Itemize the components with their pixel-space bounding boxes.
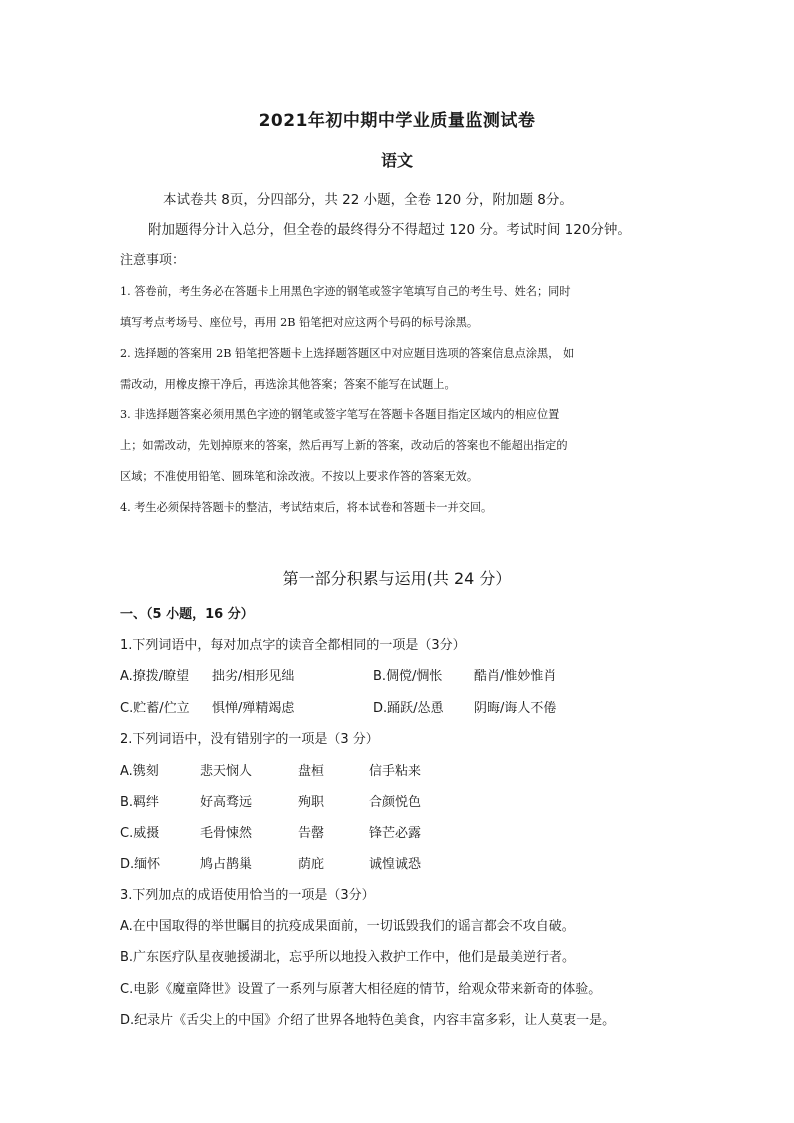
q2-option-a-word: 盘桓 (298, 764, 325, 779)
note-line: 4. 考生必须保持答题卡的整洁，考试结束后，将本试卷和答题卡一并交回。 (120, 501, 493, 514)
note-line: 上；如需改动，先划掉原来的答案，然后再写上新的答案，改动后的答案也不能超出指定的 (120, 439, 568, 452)
q1-option-a: A.撩拨/瞭望 (120, 669, 190, 684)
q1-option-d-word: 阴晦/诲人不倦 (474, 701, 557, 716)
q3-option-b: B.广东医疗队星夜驰援湖北，忘乎所以地投入救护工作中，他们是最美逆行者。 (120, 950, 576, 965)
part-heading: 一、（5 小题，16 分） (120, 607, 254, 622)
q3-option-d: D.纪录片《舌尖上的中国》介绍了世界各地特色美食，内容丰富多彩，让人莫衷一是。 (120, 1013, 616, 1028)
q2-option-b: B.羁绊 (120, 795, 160, 810)
note-line: 需改动，用橡皮擦干净后，再选涂其他答案；答案不能写在试题上。 (120, 378, 456, 391)
question-3-stem: 3.下列加点的成语使用恰当的一项是（3分） (120, 888, 375, 903)
notes-heading: 注意事项： (120, 253, 186, 268)
q2-option-d: D.缅怀 (120, 857, 161, 872)
q1-option-c: C.贮蓄/伫立 (120, 701, 190, 716)
note-line: 3. 非选择题答案必须用黑色字迹的钢笔或签字笔写在答题卡各题目指定区域内的相应位置 (120, 408, 560, 421)
note-line: 填写考点考场号、座位号，再用 2B 铅笔把对应这两个号码的标号涂黑。 (120, 316, 479, 329)
q2-option-c-word: 毛骨悚然 (200, 826, 253, 841)
q2-option-d-word: 鸠占鹊巢 (200, 857, 253, 872)
q3-option-c: C.电影《魔童降世》设置了一系列与原著大相径庭的情节，给观众带来新奇的体验。 (120, 982, 602, 997)
intro-line-2: 附加题得分计入总分，但全卷的最终得分不得超过 120 分。考试时间 120分钟。 (148, 222, 631, 238)
q1-option-c-word: 惧惮/殚精竭虑 (212, 701, 295, 716)
q2-option-a-word: 信手粘来 (369, 764, 422, 779)
q2-option-d-word: 荫庇 (298, 857, 325, 872)
intro-line-1: 本试卷共 8页，分四部分，共 22 小题，全卷 120 分，附加题 8分。 (163, 192, 573, 208)
q1-option-b: B.倜傥/惆怅 (373, 669, 443, 684)
q3-option-a: A.在中国取得的举世瞩目的抗疫成果面前，一切诋毁我们的谣言都会不攻自破。 (120, 919, 575, 934)
q1-option-b-word: 酷肖/惟妙惟肖 (474, 669, 557, 684)
note-line: 区域；不准使用铅笔、圆珠笔和涂改液。不按以上要求作答的答案无效。 (120, 470, 479, 483)
note-line: 1. 答卷前，考生务必在答题卡上用黑色字迹的钢笔或签字笔填写自己的考生号、姓名；同时 (120, 285, 571, 298)
note-line: 2. 选择题的答案用 2B 铅笔把答题卡上选择题答题区中对应题目选项的答案信息点涂黑， 如 (120, 347, 575, 360)
section-title: 第一部分积累与运用(共 24 分） (282, 569, 512, 588)
q2-option-c: C.威摄 (120, 826, 160, 841)
q2-option-a-word: 悲天悯人 (200, 764, 253, 779)
question-1-stem: 1.下列词语中，每对加点字的读音全都相同的一项是（3分） (120, 638, 466, 653)
q1-option-a-word: 拙劣/相形见绌 (212, 669, 295, 684)
subject-title: 语文 (380, 151, 413, 170)
q2-option-b-word: 好高骛远 (200, 795, 253, 810)
q2-option-c-word: 锋芒必露 (369, 826, 422, 841)
q2-option-c-word: 告罄 (298, 826, 325, 841)
q2-option-a: A.镌刻 (120, 764, 159, 779)
q2-option-d-word: 诚惶诚恐 (369, 857, 422, 872)
q2-option-b-word: 殉职 (298, 795, 325, 810)
q2-option-b-word: 合颜悦色 (369, 795, 422, 810)
exam-title: 2021年初中期中学业质量监测试卷 (258, 111, 536, 131)
question-2-stem: 2.下列词语中，没有错别字的一项是（3 分） (120, 732, 379, 747)
q1-option-d: D.踊跃/怂恿 (373, 701, 444, 716)
